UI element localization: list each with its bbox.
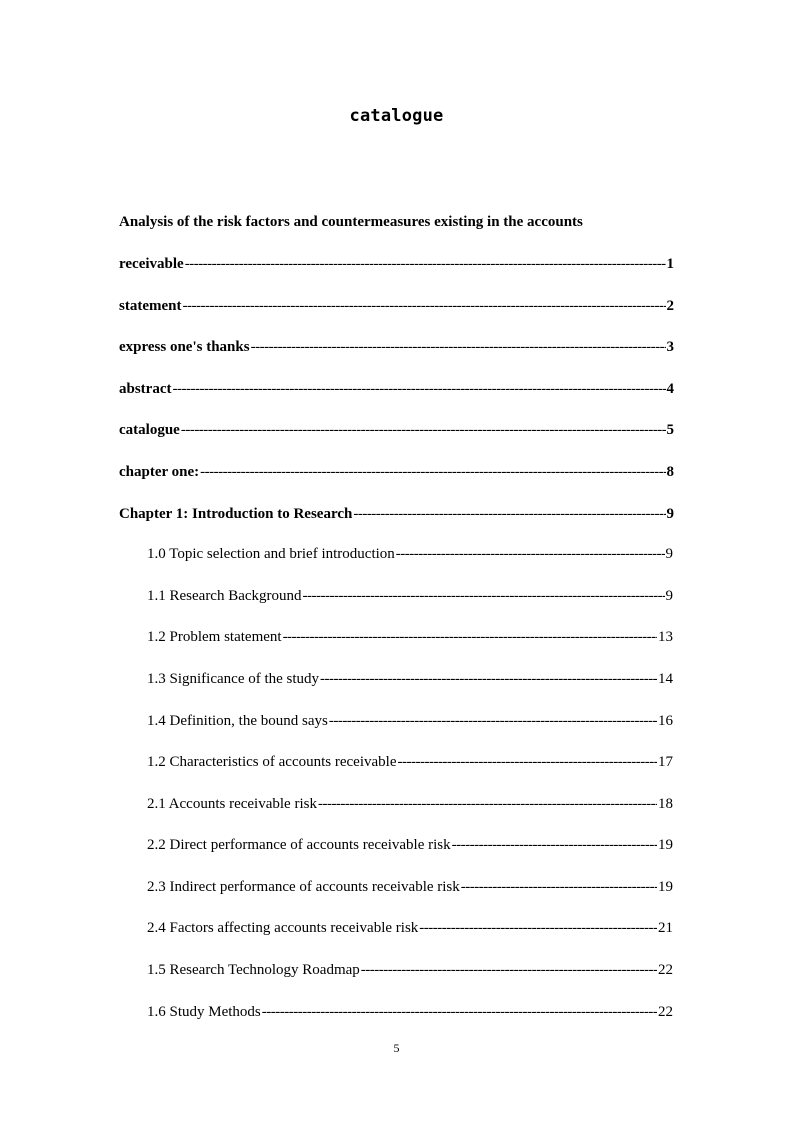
toc-entry-1-1[interactable] (147, 588, 673, 610)
toc-entry-page: 3 (666, 339, 674, 355)
toc-entry-text: Chapter 1: Introduction to Research (119, 506, 353, 522)
toc-entry-1-5[interactable] (147, 962, 673, 984)
toc-entry-text: 1.2 Problem statement (147, 629, 282, 645)
toc-entry-text: 1.6 Study Methods (147, 1004, 261, 1020)
toc-entry-page: 8 (666, 464, 674, 480)
toc-entry-chapter-one[interactable] (119, 464, 674, 486)
toc-entry-page: 2 (666, 298, 674, 314)
toc-leader-dots (461, 879, 657, 896)
toc-entry-text: 1.0 Topic selection and brief introduction (147, 546, 395, 562)
toc-entry-text: abstract (119, 381, 172, 397)
toc-entry-text: 1.3 Significance of the study (147, 671, 320, 687)
toc-entry-text: 1.2 Characteristics of accounts receivable (147, 754, 397, 770)
toc-entry-text: catalogue (119, 422, 180, 438)
toc-entry-page: 14 (658, 671, 673, 687)
toc-leader-dots (361, 962, 657, 979)
toc-entry-page: 9 (666, 506, 674, 522)
toc-entry-page: 21 (658, 920, 673, 936)
toc-entry-2-1[interactable] (147, 796, 673, 818)
toc-leader-dots (173, 381, 666, 398)
toc-entry-text: 2.4 Factors affecting accounts receivable risk (147, 920, 419, 936)
toc-entry-text: chapter one: (119, 464, 200, 480)
toc-entry-2-3[interactable] (147, 879, 673, 901)
toc-entry-page: 22 (658, 962, 673, 978)
toc-entry-2-4[interactable] (147, 920, 673, 942)
toc-entry-statement[interactable] (119, 298, 674, 320)
toc-entry-page: 18 (658, 796, 673, 812)
toc-leader-dots (329, 713, 657, 730)
toc-entry-1-2-characteristics[interactable] (147, 754, 673, 776)
toc-leader-dots (181, 422, 666, 439)
toc-leader-dots (283, 629, 657, 646)
toc-entry-1-6[interactable] (147, 1004, 673, 1026)
toc-entry-2-2[interactable] (147, 837, 673, 859)
toc-entry-page: 19 (658, 879, 673, 895)
toc-entry-text: 2.3 Indirect performance of accounts receivable risk (147, 879, 460, 895)
toc-entry-text: 1.5 Research Technology Roadmap (147, 962, 360, 978)
toc-leader-dots (200, 464, 665, 481)
toc-entry-text: express one's thanks (119, 339, 250, 355)
toc-entry-1-4[interactable] (147, 713, 673, 735)
toc-entry-text: 2.2 Direct performance of accounts receivable risk (147, 837, 451, 853)
toc-entry-page: 5 (666, 422, 674, 438)
toc-entry-text: 1.1 Research Background (147, 588, 302, 604)
toc-leader-dots (396, 546, 665, 563)
toc-heading: Analysis of the risk factors and countermeasures existing in the accounts (119, 214, 583, 230)
toc-entry-thanks[interactable] (119, 339, 674, 361)
toc-leader-dots (262, 1004, 657, 1021)
page-title: catalogue (349, 106, 444, 126)
toc-leader-dots (185, 256, 666, 273)
toc-leader-dots (320, 671, 657, 688)
toc-entry-page: 17 (658, 754, 673, 770)
toc-entry-catalogue[interactable] (119, 422, 674, 444)
toc-leader-dots (182, 298, 665, 315)
toc-leader-dots (303, 588, 665, 605)
toc-entry-page: 9 (665, 588, 673, 604)
page-number: 5 (393, 1041, 400, 1055)
toc-entry-page: 4 (666, 381, 674, 397)
toc-entry-receivable[interactable] (119, 256, 674, 278)
toc-entry-page: 22 (658, 1004, 673, 1020)
toc-leader-dots (353, 506, 665, 523)
toc-entry-1-0[interactable] (147, 546, 673, 568)
toc-entry-text: 2.1 Accounts receivable risk (147, 796, 317, 812)
toc-leader-dots (397, 754, 657, 771)
toc-leader-dots (251, 339, 666, 356)
toc-entry-page: 9 (665, 546, 673, 562)
toc-entry-text: receivable (119, 256, 184, 272)
toc-entry-text: 1.4 Definition, the bound says (147, 713, 328, 729)
toc-entry-page: 19 (658, 837, 673, 853)
toc-leader-dots (419, 920, 657, 937)
toc-entry-page: 13 (658, 629, 673, 645)
toc-leader-dots (318, 796, 657, 813)
toc-leader-dots (452, 837, 657, 854)
toc-entry-1-2[interactable] (147, 629, 673, 651)
toc-entry-abstract[interactable] (119, 381, 674, 403)
toc-entry-text: statement (119, 298, 182, 314)
toc-entry-1-3[interactable] (147, 671, 673, 693)
toc-entry-page: 16 (658, 713, 673, 729)
toc-entry-page: 1 (666, 256, 674, 272)
toc-entry-chapter-1-introduction[interactable] (119, 506, 674, 528)
